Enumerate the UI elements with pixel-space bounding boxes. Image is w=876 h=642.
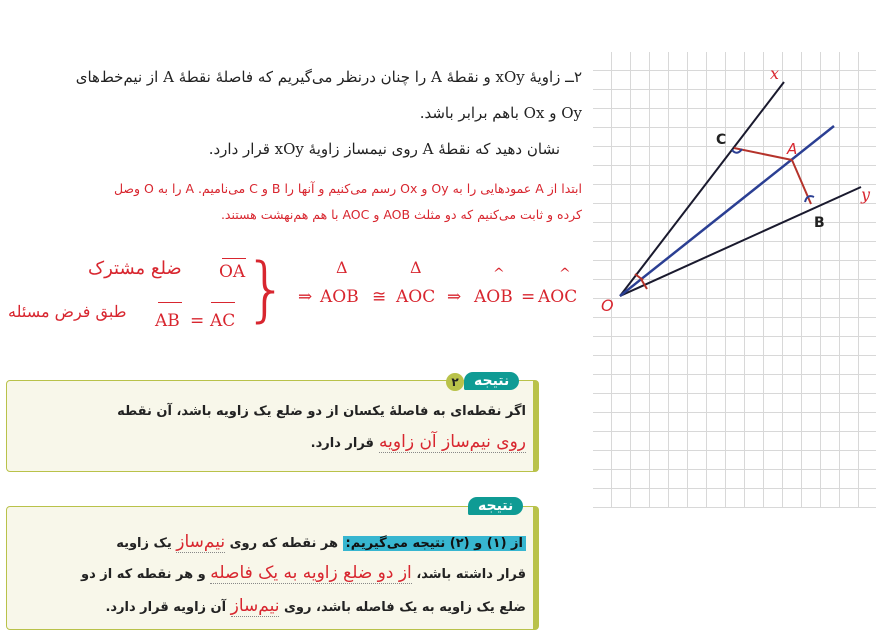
problem-line-2: Oy و Ox باهم برابر باشد. [419, 104, 582, 122]
equals-sign-2: = [521, 287, 536, 307]
problem-line-3: نشان دهید که نقطهٔ A روی نیمساز زاویهٔ xOy قرار دارد. [208, 140, 560, 158]
segment-oa-overline [222, 258, 246, 259]
segment-oa: OA [219, 262, 246, 282]
ray-oy [620, 187, 861, 296]
result2-text-4: و هر نقطه که از دو [81, 567, 206, 582]
implies-2: ⇒ [447, 287, 462, 307]
result1-line-2-end: قرار دارد. [310, 436, 374, 451]
result2-handwritten-1: نیم‌ساز [176, 532, 226, 552]
label-common-side: ضلع مشترک [88, 258, 182, 279]
result-box-1 [6, 380, 539, 472]
result2-text-3: قرار داشته باشد، [416, 567, 526, 582]
angle-hat-1: ^ [493, 266, 505, 282]
equals-sign-1: = [190, 311, 205, 331]
result2-line-3 [30, 596, 526, 616]
triangle-aoc: AOC [396, 287, 436, 307]
angle-aoc: AOC [538, 287, 578, 307]
label-by-hypothesis: طبق فرض مسئله [8, 302, 127, 321]
perpendicular-ac [734, 148, 792, 160]
label-c: C [716, 132, 727, 148]
result-number-badge: ۲ [446, 373, 464, 391]
result1-line-1: اگر نقطه‌ای به فاصلهٔ یکسان از دو ضلع یک زاویه باشد، آن نقطه [117, 404, 526, 419]
segment-ac: AC [210, 311, 236, 331]
label-a: A [787, 140, 798, 158]
triangle-aob: AOB [320, 287, 359, 307]
result2-line-2 [30, 563, 526, 583]
brace: } [244, 248, 289, 330]
angle-bisector-figure [593, 52, 876, 508]
label-x: x [770, 64, 780, 83]
result2-text-5: ضلع یک زاویه به یک فاصله باشد، روی [284, 600, 526, 615]
segment-ac-overline [211, 302, 235, 303]
result2-handwritten-3: نیم‌ساز [230, 596, 280, 616]
angle-hat-2: ^ [559, 266, 571, 282]
result2-handwritten-2: از دو ضلع زاویه به یک فاصله [210, 563, 412, 583]
implies-1: ⇒ [298, 287, 313, 307]
segment-ab-overline [158, 302, 182, 303]
result2-text-6: آن زاویه قرار دارد. [105, 600, 227, 615]
result-tag-1: نتیجه [464, 372, 519, 390]
result1-line-2 [30, 432, 526, 452]
triangle-symbol-1: Δ [336, 258, 348, 277]
ray-ox [620, 82, 784, 296]
result2-text-1: هر نقطه که روی [229, 536, 338, 551]
bisector-oa [620, 126, 834, 296]
result2-text-2: یک زاویه [116, 536, 172, 551]
label-o: O [601, 296, 614, 315]
result-tag-2: نتیجه [468, 497, 523, 515]
angle-aob: AOB [474, 287, 513, 307]
label-b: B [814, 215, 825, 231]
label-y: y [861, 185, 871, 204]
result1-handwritten: روی نیم‌ساز آن زاویه [379, 432, 526, 452]
problem-line-1: ۲ــ زاویهٔ xOy و نقطهٔ A را چنان درنظر می‌گیریم که فاصلهٔ نقطهٔ A از نیم‌خط‌های [75, 68, 582, 86]
result2-highlight: از (۱) و (۲) نتیجه می‌گیریم: [343, 536, 526, 551]
segment-ab: AB [155, 311, 180, 331]
solution-line-1: ابتدا از A عمودهایی را به Oy و Ox رسم می‌کنیم و آنها را B و C می‌نامیم. A را به O وصل [113, 181, 582, 196]
result2-line-1 [30, 532, 526, 552]
triangle-symbol-2: Δ [410, 258, 422, 277]
congruent-sign: ≅ [372, 287, 387, 307]
solution-line-2: کرده و ثابت می‌کنیم که دو مثلث AOB و AOC با هم هم‌نهشت هستند. [220, 207, 582, 222]
